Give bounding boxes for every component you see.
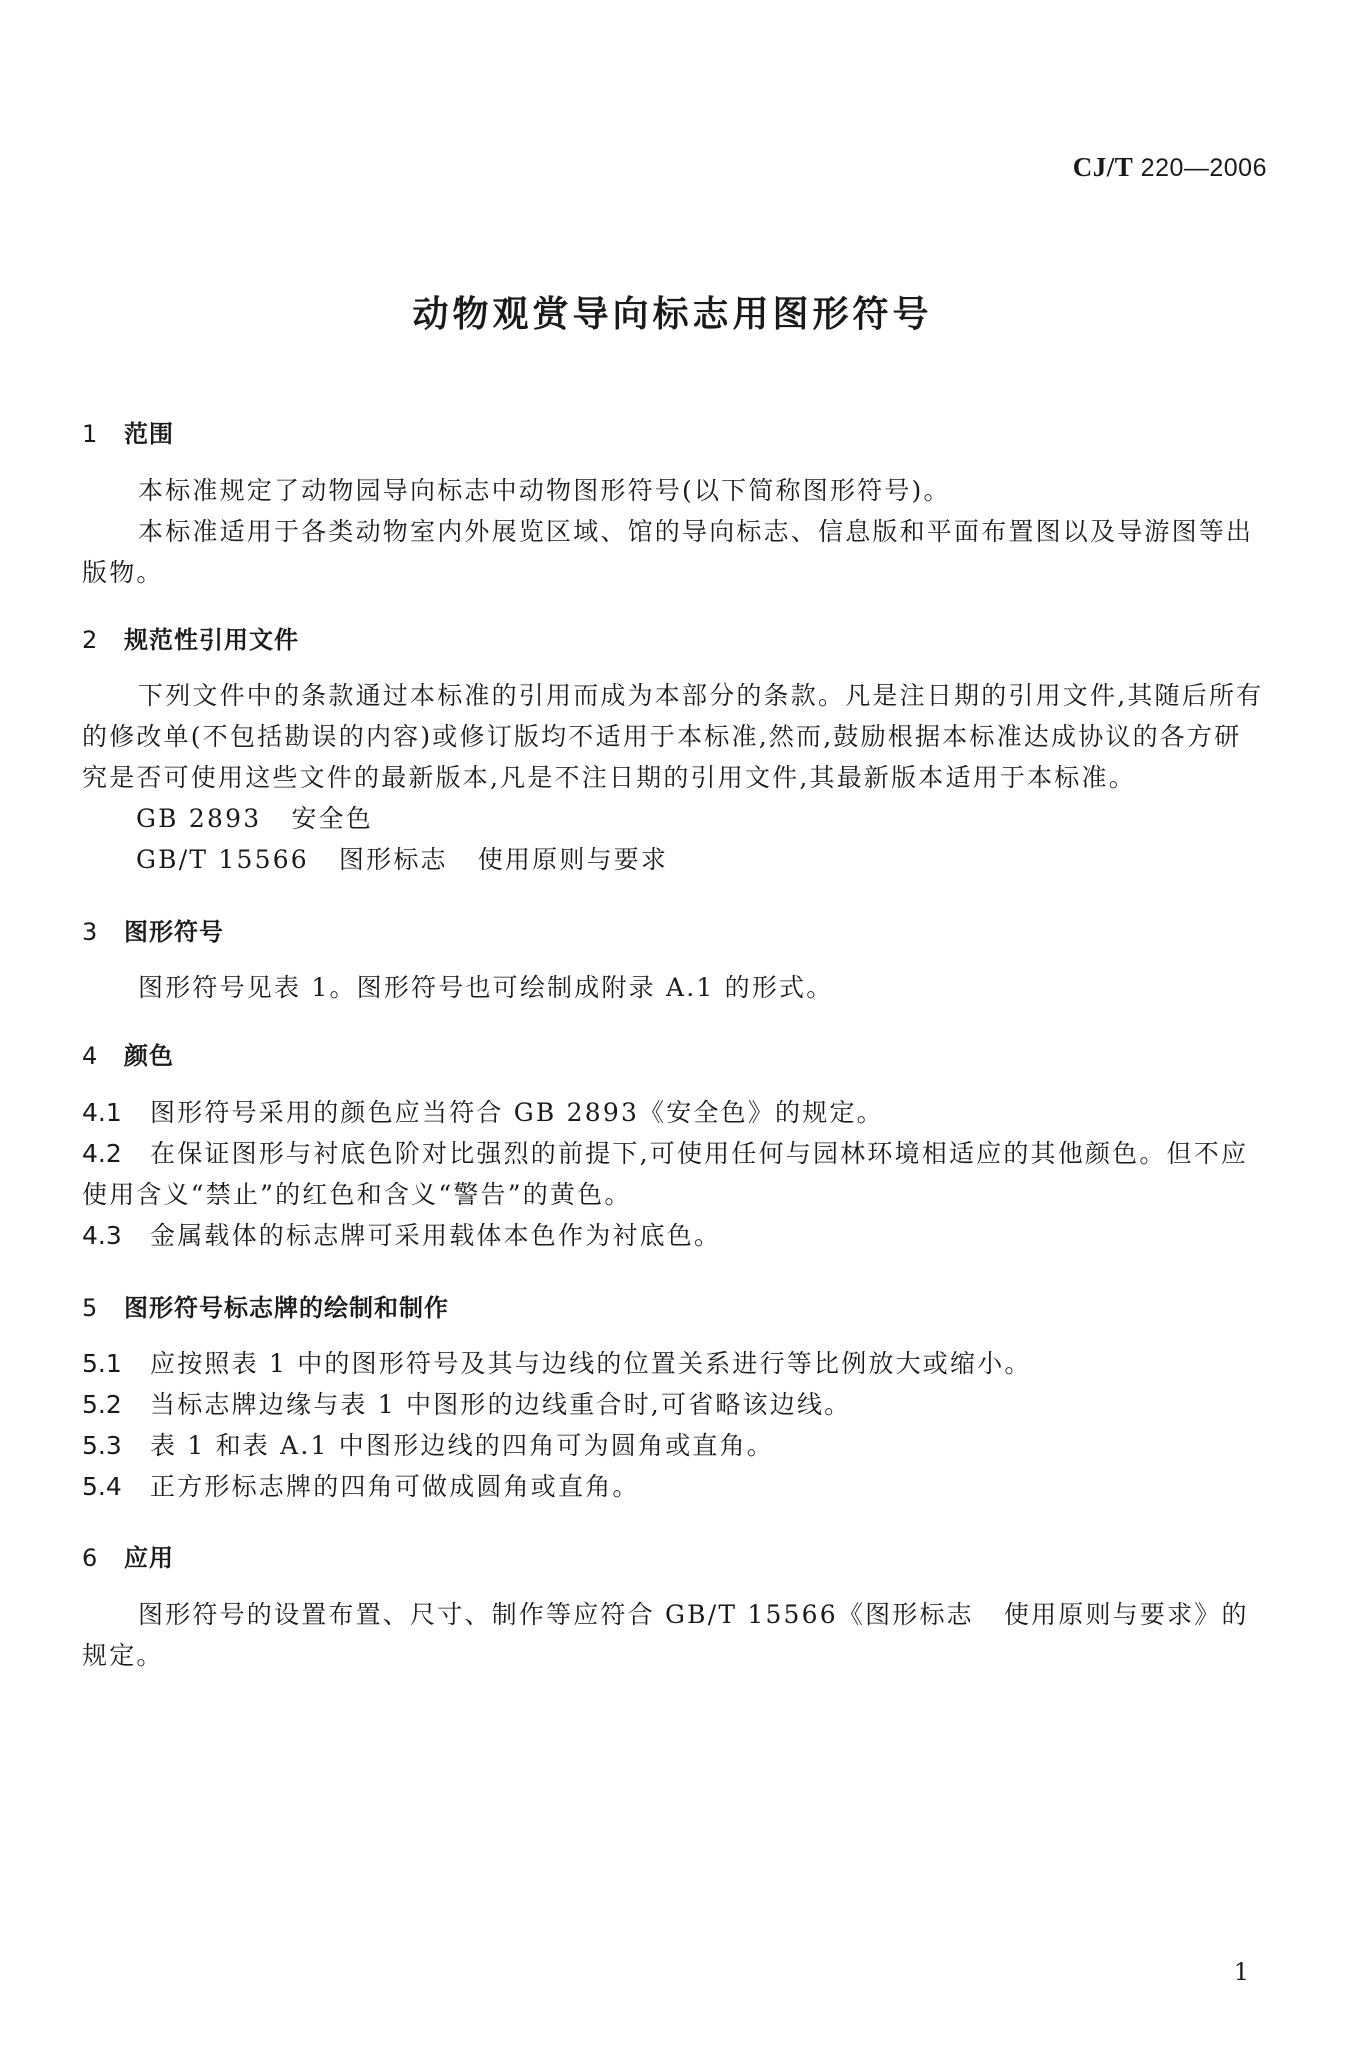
section-6-text-a: 图形符号的设置布置、尺寸、制作等应符合 GB/T 15566《图形标志 bbox=[138, 1600, 974, 1629]
section-2-heading bbox=[82, 620, 299, 655]
clause-text: 应按照表 1 中的图形符号及其与边线的位置关系进行等比例放大或缩小。 bbox=[150, 1349, 1032, 1378]
section-title: 颜色 bbox=[124, 1042, 174, 1070]
clause-text: 在保证图形与衬底色阶对比强烈的前提下,可使用任何与园林环境相适应的其他颜色。但不应使用含义“禁止”的红色和含义“警告”的黄色。 bbox=[82, 1139, 1249, 1209]
clause-text: 金属载体的标志牌可采用载体本色作为衬底色。 bbox=[150, 1221, 722, 1250]
section-title: 应用 bbox=[124, 1544, 174, 1572]
clause-number: 5.3 bbox=[82, 1431, 122, 1460]
section-5-heading bbox=[82, 1288, 449, 1323]
section-6-heading bbox=[82, 1538, 174, 1573]
normative-reference-2 bbox=[136, 839, 1319, 880]
clause-number: 5.4 bbox=[82, 1472, 122, 1501]
reference-title: 图形标志 bbox=[338, 845, 448, 874]
section-2-paragraph-1: 下列文件中的条款通过本标准的引用而成为本部分的条款。凡是注日期的引用文件,其随后所有的修改单(不包括勘误的内容)或修订版均不适用于本标准,然而,鼓励根据本标准达成协议的各方研究是否可使用这些文件的最新版本,凡是不注日期的引用文件,其最新版本适用于本标准。 bbox=[82, 681, 1264, 792]
section-title: 图形符号 bbox=[124, 918, 224, 946]
section-3-heading bbox=[82, 912, 224, 947]
clause-number: 4.2 bbox=[82, 1139, 122, 1168]
clause-text: 正方形标志牌的四角可做成圆角或直角。 bbox=[150, 1472, 640, 1501]
clause-number: 4.1 bbox=[82, 1098, 122, 1127]
section-1-heading bbox=[82, 414, 174, 449]
clause-number: 5.2 bbox=[82, 1390, 122, 1419]
clause-5-1 bbox=[82, 1343, 1265, 1384]
section-number: 6 bbox=[82, 1544, 99, 1572]
clause-5-3 bbox=[82, 1425, 1265, 1466]
section-number: 1 bbox=[82, 420, 99, 448]
clause-text: 图形符号采用的颜色应当符合 GB 2893《安全色》的规定。 bbox=[150, 1098, 884, 1127]
section-4-heading bbox=[82, 1036, 174, 1071]
section-number: 4 bbox=[82, 1042, 99, 1070]
clause-4-2 bbox=[82, 1133, 1265, 1215]
section-6-paragraph-1 bbox=[82, 1594, 1265, 1676]
reference-title: 安全色 bbox=[291, 804, 373, 833]
clause-4-1 bbox=[82, 1092, 1265, 1133]
section-number: 2 bbox=[82, 626, 99, 654]
section-1-paragraph-1: 本标准规定了动物园导向标志中动物图形符号(以下简称图形符号)。 bbox=[138, 476, 951, 505]
clause-5-2 bbox=[82, 1384, 1265, 1425]
standard-code-number: 220—2006 bbox=[1133, 154, 1267, 182]
reference-code: GB 2893 bbox=[136, 804, 262, 833]
clause-text: 表 1 和表 A.1 中图形边线的四角可为圆角或直角。 bbox=[150, 1431, 775, 1460]
clause-number: 4.3 bbox=[82, 1221, 122, 1250]
clause-text: 当标志牌边缘与表 1 中图形的边线重合时,可省略该边线。 bbox=[150, 1390, 852, 1419]
document-title: 动物观赏导向标志用图形符号 bbox=[412, 294, 933, 335]
page-number: 1 bbox=[1233, 1958, 1249, 1986]
standard-code bbox=[1073, 152, 1267, 183]
normative-reference-1 bbox=[136, 798, 1319, 839]
section-title: 图形符号标志牌的绘制和制作 bbox=[124, 1294, 449, 1322]
section-number: 5 bbox=[82, 1294, 99, 1322]
clause-4-3 bbox=[82, 1215, 1265, 1256]
section-title: 规范性引用文件 bbox=[124, 626, 299, 654]
section-6-text-b: 使用原则与要求》的规定。 bbox=[82, 1600, 1249, 1670]
section-title: 范围 bbox=[124, 420, 174, 448]
reference-code: GB/T 15566 bbox=[136, 845, 309, 874]
clause-5-4 bbox=[82, 1466, 1265, 1507]
clause-number: 5.1 bbox=[82, 1349, 122, 1378]
section-3-paragraph-1: 图形符号见表 1。图形符号也可绘制成附录 A.1 的形式。 bbox=[138, 973, 834, 1002]
standard-code-prefix: CJ/T bbox=[1072, 152, 1134, 182]
section-1-paragraph-2: 本标准适用于各类动物室内外展览区域、馆的导向标志、信息版和平面布置图以及导游图等出版物。 bbox=[82, 517, 1254, 587]
section-number: 3 bbox=[82, 918, 99, 946]
reference-subtitle: 使用原则与要求 bbox=[477, 845, 669, 874]
